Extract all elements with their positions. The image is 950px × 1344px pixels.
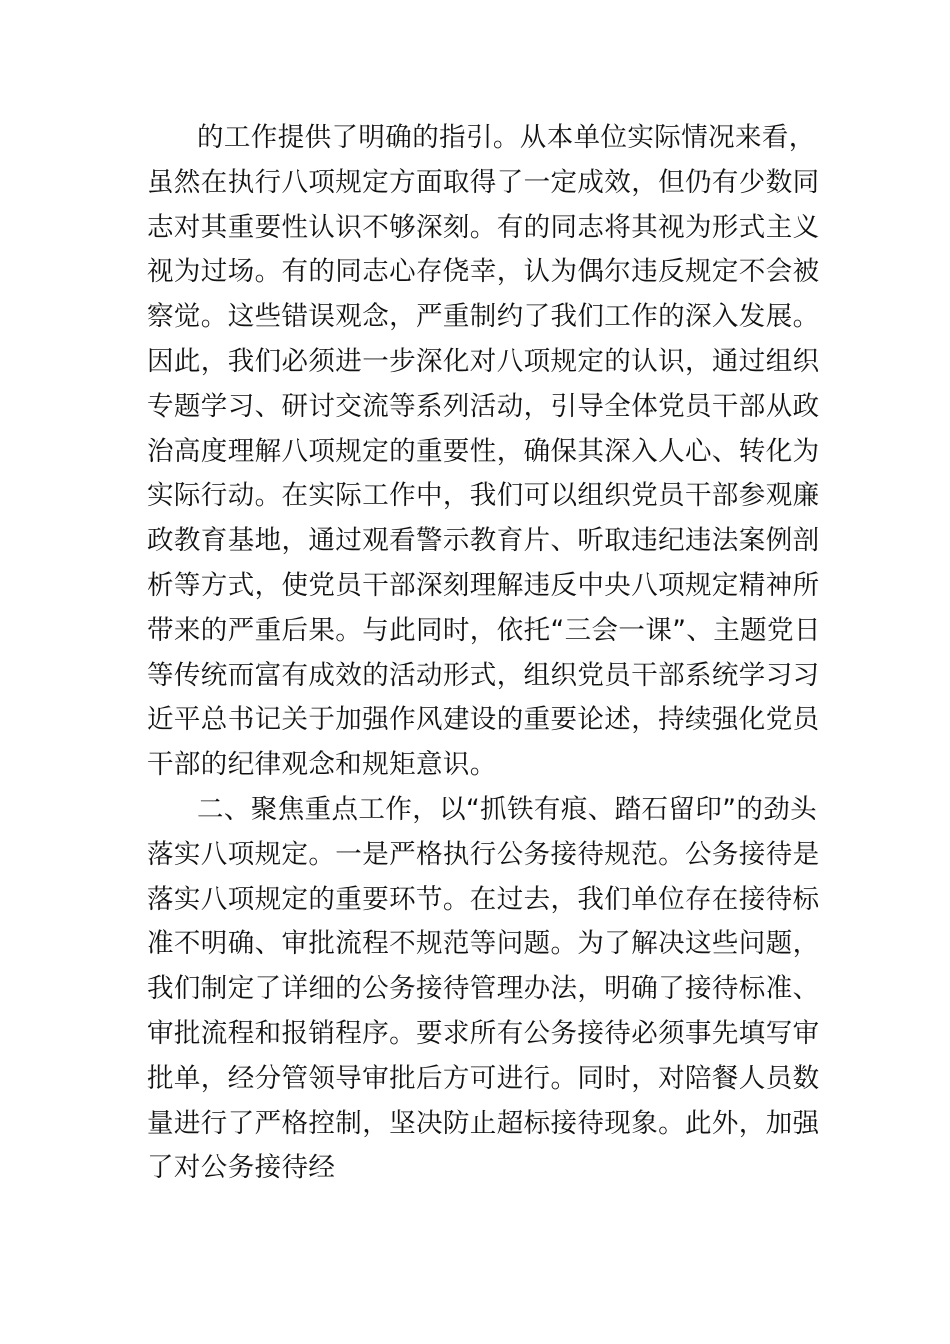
text-line: 实际行动。在实际工作中，我们可以组织党员干部参观廉 [147, 480, 820, 512]
text-line: 视为过场。有的同志心存侥幸，认为偶尔违反规定不会被 [147, 256, 820, 288]
text-line: 志对其重要性认识不够深刻。有的同志将其视为形式主义 [147, 211, 820, 243]
section-heading-line: 二、聚焦重点工作，以“抓铁有痕、踏石留印”的劲头 [197, 793, 818, 825]
text-line: 等传统而富有成效的活动形式，组织党员干部系统学习习 [147, 659, 820, 691]
text-line: 批单，经分管领导审批后方可进行。同时，对陪餐人员数 [147, 1062, 820, 1094]
text-line: 干部的纪律观念和规矩意识。 [147, 749, 497, 781]
text-line: 了对公务接待经 [147, 1152, 336, 1184]
text-line: 因此，我们必须进一步深化对八项规定的认识，通过组织 [147, 345, 820, 377]
text-line: 近平总书记关于加强作风建设的重要论述，持续强化党员 [147, 704, 820, 736]
text-line: 落实八项规定。一是严格执行公务接待规范。公务接待是 [147, 838, 820, 870]
text-line: 的工作提供了明确的指引。从本单位实际情况来看， [197, 122, 816, 153]
text-line: 析等方式，使党员干部深刻理解违反中央八项规定精神所 [147, 569, 820, 601]
text-line: 专题学习、研讨交流等系列活动，引导全体党员干部从政 [147, 390, 820, 422]
text-line: 察觉。这些错误观念，严重制约了我们工作的深入发展。 [147, 301, 820, 333]
text-line: 我们制定了详细的公务接待管理办法，明确了接待标准、 [147, 973, 820, 1005]
text-line: 准不明确、审批流程不规范等问题。为了解决这些问题， [147, 928, 820, 960]
text-line: 政教育基地，通过观看警示教育片、听取违纪违法案例剖 [147, 525, 820, 557]
text-line: 虽然在执行八项规定方面取得了一定成效，但仍有少数同 [147, 166, 820, 198]
text-line: 量进行了严格控制，坚决防止超标接待现象。此外，加强 [147, 1107, 820, 1139]
body-text [147, 116, 821, 1191]
text-line: 带来的严重后果。与此同时，依托“三会一课”、主题党日 [147, 614, 821, 646]
text-line: 落实八项规定的重要环节。在过去，我们单位存在接待标 [147, 883, 820, 915]
text-line: 治高度理解八项规定的重要性，确保其深入人心、转化为 [147, 435, 820, 467]
text-line: 审批流程和报销程序。要求所有公务接待必须事先填写审 [147, 1017, 820, 1049]
